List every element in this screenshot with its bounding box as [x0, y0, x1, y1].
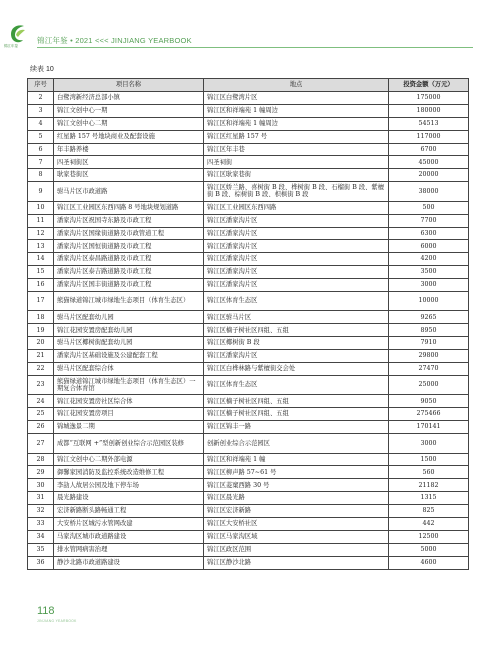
table-row	[28, 156, 469, 169]
row-number: 21	[28, 350, 54, 363]
table-row	[28, 492, 469, 505]
row-location: 锦江区椰树街 B 段	[204, 337, 389, 350]
row-project-name: 大安桥片区城污水管网改建	[54, 518, 204, 531]
table-header-row	[28, 79, 469, 92]
row-project-name: 红星路 157 号地块商业及配套设施	[54, 130, 204, 143]
page-number: 118	[37, 605, 55, 617]
table-row	[28, 143, 469, 156]
table-row	[28, 104, 469, 117]
table-row	[28, 324, 469, 337]
row-project-name: 静沙北路市政道路建设	[54, 556, 204, 569]
page-header	[0, 0, 480, 50]
row-number: 29	[28, 466, 54, 479]
row-amount: 275466	[389, 408, 469, 421]
row-location: 锦江区潘家沟片区	[204, 240, 389, 253]
row-project-name: 李劼人故居公园及地下停车场	[54, 479, 204, 492]
row-number: 22	[28, 363, 54, 376]
row-location: 锦江区潘家沟片区	[204, 350, 389, 363]
row-location: 锦江区耿家巷街	[204, 169, 389, 182]
row-number: 7	[28, 156, 54, 169]
row-location: 创新创业综合示范园区	[204, 434, 389, 454]
row-number: 3	[28, 104, 54, 117]
row-location: 锦江区体育生态区	[204, 291, 389, 311]
yearbook-logo-icon	[8, 22, 28, 46]
table-row	[28, 201, 469, 214]
table-row	[28, 253, 469, 266]
row-number: 4	[28, 117, 54, 130]
table-row	[28, 279, 469, 292]
table-row	[28, 466, 469, 479]
row-amount: 5000	[389, 543, 469, 556]
row-location: 锦江区白桦林路与紫檀街交会处	[204, 363, 389, 376]
table-row	[28, 337, 469, 350]
row-number: 18	[28, 311, 54, 324]
row-number: 23	[28, 375, 54, 395]
table-row	[28, 543, 469, 556]
row-project-name: 驸马片区配套综合体	[54, 363, 204, 376]
row-project-name: 潘家沟片区国恒街道路及市政工程	[54, 240, 204, 253]
row-project-name: 年丰路养楼	[54, 143, 204, 156]
table-row	[28, 311, 469, 324]
col-header-location: 地点	[204, 79, 389, 92]
row-project-name: 驸马片区市政道路	[54, 182, 204, 202]
row-number: 34	[28, 530, 54, 543]
table-row	[28, 240, 469, 253]
row-location: 锦江区政区范围	[204, 543, 389, 556]
row-amount: 1315	[389, 492, 469, 505]
running-header-title: 锦江年鉴 • 2021 <<< JINJIANG YEARBOOK	[37, 36, 192, 45]
row-location: 锦江区潘家沟片区	[204, 227, 389, 240]
row-amount: 45000	[389, 156, 469, 169]
table-row	[28, 92, 469, 105]
row-project-name: 熊猫绿道锦江城市绿地生态项目（体育生态区）一期复合体育馆	[54, 375, 204, 395]
row-project-name: 四圣祠街区	[54, 156, 204, 169]
row-location: 锦江区大安桥社区	[204, 518, 389, 531]
row-project-name: 锦江文创中心二期	[54, 117, 204, 130]
row-amount: 6700	[389, 143, 469, 156]
table-label: 续表 10	[30, 66, 54, 73]
row-amount: 170141	[389, 421, 469, 434]
row-number: 10	[28, 201, 54, 214]
row-amount: 8950	[389, 324, 469, 337]
row-number: 31	[28, 492, 54, 505]
row-amount: 9050	[389, 395, 469, 408]
row-amount: 21182	[389, 479, 469, 492]
row-number: 9	[28, 182, 54, 202]
row-location: 锦江区体育生态区	[204, 375, 389, 395]
row-project-name: 锦江文创中心二期外部电源	[54, 453, 204, 466]
row-location: 锦江区潘家沟片区	[204, 214, 389, 227]
row-number: 11	[28, 214, 54, 227]
row-number: 8	[28, 169, 54, 182]
row-number: 16	[28, 279, 54, 292]
row-location: 锦江区娇兰路、喜树街 B 段、桦树街 B 段、石榴街 B 段、紫檀街 B 段、棕树街 B 段、枳椇街 B 段	[204, 182, 389, 202]
row-amount: 500	[389, 201, 469, 214]
row-location: 锦江区静沙北路	[204, 556, 389, 569]
row-number: 12	[28, 227, 54, 240]
table-body	[28, 92, 469, 570]
row-project-name: 锦江花园安置房社区综合体	[54, 395, 204, 408]
table-row	[28, 375, 469, 395]
row-location: 锦江区楠子树社区四组、五组	[204, 395, 389, 408]
row-amount: 180000	[389, 104, 469, 117]
row-project-name: 晨光路建设	[54, 492, 204, 505]
table-row	[28, 130, 469, 143]
row-location: 锦江区和祥端苑 1 幢	[204, 453, 389, 466]
row-project-name: 潘家沟片区泰昌路道路及市政工程	[54, 253, 204, 266]
table-row	[28, 518, 469, 531]
row-location: 锦江区楠子树社区四组、五组	[204, 324, 389, 337]
row-amount: 10000	[389, 291, 469, 311]
investment-table	[27, 78, 469, 570]
row-number: 28	[28, 453, 54, 466]
table-row	[28, 556, 469, 569]
row-number: 35	[28, 543, 54, 556]
row-location: 锦江区马家沟区域	[204, 530, 389, 543]
logo-caption: 锦江年鉴	[4, 44, 18, 48]
row-project-name: 潘家沟片区国缘街道路及市政管道工程	[54, 227, 204, 240]
row-amount: 3000	[389, 279, 469, 292]
row-number: 30	[28, 479, 54, 492]
row-project-name: 耿家巷街区	[54, 169, 204, 182]
table-row	[28, 350, 469, 363]
row-project-name: 马家沟区城市政道路建设	[54, 530, 204, 543]
row-number: 20	[28, 337, 54, 350]
row-amount: 825	[389, 505, 469, 518]
row-location: 锦江区楠子树社区四组、五组	[204, 408, 389, 421]
row-project-name: 御馨家园消防及监控系统改造维修工程	[54, 466, 204, 479]
row-number: 2	[28, 92, 54, 105]
row-amount: 1500	[389, 453, 469, 466]
row-amount: 12500	[389, 530, 469, 543]
row-amount: 4200	[389, 253, 469, 266]
table-row	[28, 266, 469, 279]
row-project-name: 锦城逸景二期	[54, 421, 204, 434]
row-project-name: 锦江花园安置房配套幼儿园	[54, 324, 204, 337]
row-location: 锦江区和祥端苑 1 幢周边	[204, 104, 389, 117]
table-row	[28, 408, 469, 421]
row-project-name: 排水管网病害治理	[54, 543, 204, 556]
row-location: 锦江区驸马片区	[204, 311, 389, 324]
row-location: 锦江区潘家沟片区	[204, 266, 389, 279]
row-project-name: 熊猫绿道锦江城市绿地生态项目（体育生态区）	[54, 291, 204, 311]
row-location: 锦江区菱窠西路 30 号	[204, 479, 389, 492]
row-amount: 560	[389, 466, 469, 479]
row-location: 锦江区红星路 157 号	[204, 130, 389, 143]
row-amount: 6300	[389, 227, 469, 240]
table-row	[28, 182, 469, 202]
row-project-name: 宏济新路断头路畅通工程	[54, 505, 204, 518]
row-amount: 175000	[389, 92, 469, 105]
row-project-name: 潘家沟片区国丰街道路及市政工程	[54, 279, 204, 292]
row-number: 5	[28, 130, 54, 143]
row-number: 25	[28, 408, 54, 421]
col-header-name: 项目名称	[54, 79, 204, 92]
row-location: 锦江区潘家沟片区	[204, 279, 389, 292]
row-project-name: 驸马片区椰树街配套幼儿园	[54, 337, 204, 350]
row-number: 24	[28, 395, 54, 408]
row-project-name: 潘家沟片区基础设施及公建配套工程	[54, 350, 204, 363]
table-row	[28, 505, 469, 518]
row-amount: 20000	[389, 169, 469, 182]
row-location: 锦江区工业园区东西四路	[204, 201, 389, 214]
row-location: 锦江区年丰巷	[204, 143, 389, 156]
row-project-name: 潘家沟片区泰吉路道路及市政工程	[54, 266, 204, 279]
table-row	[28, 421, 469, 434]
row-amount: 54513	[389, 117, 469, 130]
row-project-name: 驸马片区配套幼儿园	[54, 311, 204, 324]
row-project-name: 成都“互联网 +”型创新创业综合示范园区装修	[54, 434, 204, 454]
table-row	[28, 169, 469, 182]
row-location: 锦江区白鹭湾片区	[204, 92, 389, 105]
row-amount: 117000	[389, 130, 469, 143]
table-row	[28, 291, 469, 311]
row-amount: 27470	[389, 363, 469, 376]
row-location: 锦江区潘家沟片区	[204, 253, 389, 266]
row-number: 36	[28, 556, 54, 569]
row-project-name: 锦江文创中心一期	[54, 104, 204, 117]
row-number: 19	[28, 324, 54, 337]
table-row	[28, 479, 469, 492]
row-amount: 29800	[389, 350, 469, 363]
row-project-name: 锦江区工业园区东西四路 8 号地块规划道路	[54, 201, 204, 214]
table-row	[28, 395, 469, 408]
row-number: 27	[28, 434, 54, 454]
row-location: 锦江区和祥端苑 1 幢周边	[204, 117, 389, 130]
row-amount: 9265	[389, 311, 469, 324]
row-number: 6	[28, 143, 54, 156]
table-row	[28, 530, 469, 543]
row-number: 15	[28, 266, 54, 279]
row-number: 17	[28, 291, 54, 311]
row-number: 26	[28, 421, 54, 434]
row-project-name: 锦江花园安置房项目	[54, 408, 204, 421]
table-row	[28, 214, 469, 227]
row-location: 锦江区锦丰一路	[204, 421, 389, 434]
row-project-name: 白鹭湾新经济总部小镇	[54, 92, 204, 105]
table-row	[28, 453, 469, 466]
table-row	[28, 117, 469, 130]
row-amount: 442	[389, 518, 469, 531]
row-location: 锦江区柳声路 57~61 号	[204, 466, 389, 479]
col-header-no: 序号	[28, 79, 54, 92]
row-number: 32	[28, 505, 54, 518]
row-amount: 25000	[389, 375, 469, 395]
row-amount: 38000	[389, 182, 469, 202]
row-amount: 6000	[389, 240, 469, 253]
table-row	[28, 363, 469, 376]
row-project-name: 潘家沟片区祝国寺东路及市政工程	[54, 214, 204, 227]
col-header-amount: 投资金额（万元）	[389, 79, 469, 92]
row-amount: 7910	[389, 337, 469, 350]
row-location: 锦江区宏济新路	[204, 505, 389, 518]
row-amount: 3500	[389, 266, 469, 279]
row-number: 13	[28, 240, 54, 253]
row-amount: 3000	[389, 434, 469, 454]
table-row	[28, 434, 469, 454]
row-number: 14	[28, 253, 54, 266]
row-number: 33	[28, 518, 54, 531]
footer-subtitle: JINJIANG YEARBOOK	[37, 619, 77, 623]
row-amount: 7700	[389, 214, 469, 227]
row-amount: 4600	[389, 556, 469, 569]
table-row	[28, 227, 469, 240]
header-rule	[37, 47, 473, 48]
row-location: 锦江区晨光路	[204, 492, 389, 505]
row-location: 四圣祠街	[204, 156, 389, 169]
